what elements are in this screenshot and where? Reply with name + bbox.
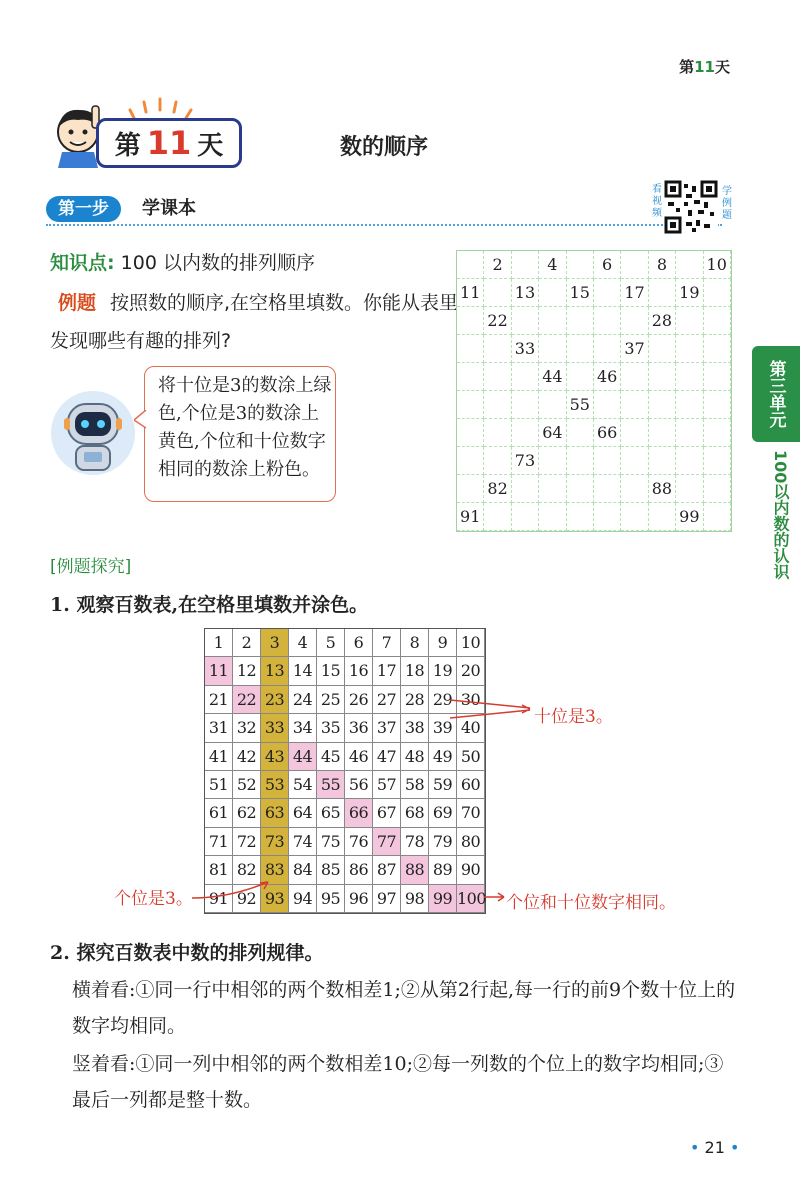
- hundred-chart-cell: 17: [373, 657, 401, 685]
- small-grid-cell: 13: [512, 279, 539, 307]
- partial-hundred-chart: [456, 250, 732, 532]
- step-pill: 第一步: [46, 196, 121, 222]
- hundred-chart-cell: 73: [261, 828, 289, 856]
- hundred-chart-cell: 10: [457, 629, 485, 657]
- step-divider: [46, 224, 722, 226]
- small-grid-cell[interactable]: [704, 363, 731, 391]
- hundred-chart-cell: 87: [373, 856, 401, 884]
- small-grid-cell[interactable]: [594, 335, 621, 363]
- small-grid-cell: 10: [704, 251, 731, 279]
- day-prefix: 第: [679, 58, 695, 76]
- hundred-chart-cell: 56: [345, 771, 373, 799]
- small-grid-cell[interactable]: [484, 363, 511, 391]
- small-grid-cell[interactable]: [512, 503, 539, 531]
- hundred-chart-cell: 64: [289, 799, 317, 827]
- hundred-chart-cell: 2: [233, 629, 261, 657]
- example-question: [50, 284, 460, 360]
- knowledge-point: [50, 248, 315, 275]
- hundred-chart-cell: 89: [429, 856, 457, 884]
- small-grid-cell[interactable]: [621, 503, 648, 531]
- hundred-chart-cell: 63: [261, 799, 289, 827]
- hundred-chart-cell: 61: [205, 799, 233, 827]
- hundred-chart-cell: 51: [205, 771, 233, 799]
- hundred-chart-cell: 11: [205, 657, 233, 685]
- small-grid-cell[interactable]: [484, 447, 511, 475]
- hundred-chart-cell: 4: [289, 629, 317, 657]
- small-grid-cell[interactable]: [567, 335, 594, 363]
- hundred-chart-cell: 84: [289, 856, 317, 884]
- small-grid-cell[interactable]: [512, 363, 539, 391]
- small-grid-cell[interactable]: [649, 391, 676, 419]
- small-grid-cell[interactable]: [457, 335, 484, 363]
- small-grid-cell[interactable]: [457, 475, 484, 503]
- hundred-chart: [204, 628, 486, 914]
- hundred-chart-cell: 58: [401, 771, 429, 799]
- small-grid-cell[interactable]: [676, 447, 703, 475]
- hundred-chart-cell: 68: [401, 799, 429, 827]
- robot-mascot-icon: [48, 388, 138, 478]
- hundred-chart-cell: 12: [233, 657, 261, 685]
- hundred-chart-cell: 45: [317, 743, 345, 771]
- small-grid-cell[interactable]: [594, 503, 621, 531]
- hundred-chart-cell: 83: [261, 856, 289, 884]
- hundred-chart-cell: 38: [401, 714, 429, 742]
- small-grid-cell[interactable]: [649, 335, 676, 363]
- small-grid-cell[interactable]: [676, 391, 703, 419]
- hundred-chart-cell: 72: [233, 828, 261, 856]
- small-grid-cell[interactable]: [484, 335, 511, 363]
- small-grid-cell[interactable]: [512, 475, 539, 503]
- page-number-value: 21: [704, 1138, 725, 1157]
- question-1: 1. 观察百数表,在空格里填数并涂色。: [50, 594, 369, 616]
- day-indicator: [679, 56, 730, 77]
- small-grid-cell[interactable]: [676, 335, 703, 363]
- small-grid-cell[interactable]: [594, 391, 621, 419]
- hundred-chart-cell: 33: [261, 714, 289, 742]
- hundred-chart-cell: 96: [345, 885, 373, 913]
- small-grid-cell[interactable]: [484, 503, 511, 531]
- hundred-chart-cell: 41: [205, 743, 233, 771]
- small-grid-cell[interactable]: [621, 419, 648, 447]
- hundred-chart-cell: 53: [261, 771, 289, 799]
- hundred-chart-cell: 3: [261, 629, 289, 657]
- small-grid-cell[interactable]: [704, 307, 731, 335]
- hundred-chart-cell: 66: [345, 799, 373, 827]
- small-grid-cell[interactable]: [539, 279, 566, 307]
- hundred-chart-cell: 81: [205, 856, 233, 884]
- hundred-chart-cell: 23: [261, 686, 289, 714]
- hundred-chart-cell: 75: [317, 828, 345, 856]
- hundred-chart-cell: 50: [457, 743, 485, 771]
- unit-side-tab: [752, 346, 800, 596]
- small-grid-cell: 8: [649, 251, 676, 279]
- small-grid-cell[interactable]: [594, 307, 621, 335]
- question-2: 2. 探究百数表中数的排列规律。: [50, 942, 324, 964]
- hundred-chart-cell: 47: [373, 743, 401, 771]
- hundred-chart-cell: 95: [317, 885, 345, 913]
- hundred-chart-cell: 90: [457, 856, 485, 884]
- hundred-chart-cell: 57: [373, 771, 401, 799]
- small-grid-cell: 33: [512, 335, 539, 363]
- small-grid-cell[interactable]: [621, 475, 648, 503]
- hundred-chart-cell: 52: [233, 771, 261, 799]
- small-grid-cell[interactable]: [676, 475, 703, 503]
- hundred-chart-cell: 20: [457, 657, 485, 685]
- small-grid-cell[interactable]: [621, 391, 648, 419]
- badge-prefix: 第: [114, 130, 141, 161]
- hundred-chart-cell: 29: [429, 686, 457, 714]
- hundred-chart-cell: 1: [205, 629, 233, 657]
- hundred-chart-cell: 85: [317, 856, 345, 884]
- small-grid-cell: 88: [649, 475, 676, 503]
- knowledge-text: 100 以内数的排列顺序: [120, 252, 315, 274]
- hundred-chart-cell: 59: [429, 771, 457, 799]
- hundred-chart-cell: 24: [289, 686, 317, 714]
- hundred-chart-cell: 22: [233, 686, 261, 714]
- small-grid-cell[interactable]: [539, 391, 566, 419]
- small-grid-cell[interactable]: [649, 503, 676, 531]
- hundred-chart-cell: 21: [205, 686, 233, 714]
- unit-label: 第三单元: [752, 346, 800, 442]
- tens-arrow: [450, 696, 540, 722]
- hundred-chart-cell: 65: [317, 799, 345, 827]
- small-grid-cell: 37: [621, 335, 648, 363]
- hundred-chart-cell: 5: [317, 629, 345, 657]
- hundred-chart-cell: 99: [429, 885, 457, 913]
- hundred-chart-cell: 26: [345, 686, 373, 714]
- lesson-day-badge: [96, 118, 242, 168]
- hundred-chart-cell: 15: [317, 657, 345, 685]
- small-grid-cell: 19: [676, 279, 703, 307]
- small-grid-cell[interactable]: [457, 251, 484, 279]
- small-grid-cell[interactable]: [594, 279, 621, 307]
- annotation-same-digits: 个位和十位数字相同。: [506, 893, 676, 913]
- small-grid-cell[interactable]: [567, 447, 594, 475]
- hundred-chart-cell: 46: [345, 743, 373, 771]
- lesson-banner: [48, 118, 236, 164]
- small-grid-cell: 4: [539, 251, 566, 279]
- small-grid-cell[interactable]: [457, 447, 484, 475]
- small-grid-cell[interactable]: [457, 419, 484, 447]
- hundred-chart-cell: 36: [345, 714, 373, 742]
- example-text: 按照数的顺序,在空格里填数。你能从表里发现哪些有趣的排列?: [50, 292, 459, 352]
- hundred-chart-cell: 28: [401, 686, 429, 714]
- small-grid-cell: 11: [457, 279, 484, 307]
- hundred-chart-cell: 48: [401, 743, 429, 771]
- small-grid-cell: 46: [594, 363, 621, 391]
- small-grid-cell[interactable]: [512, 307, 539, 335]
- small-grid-cell[interactable]: [567, 503, 594, 531]
- hundred-chart-cell: 76: [345, 828, 373, 856]
- rule-vertical: 竖着看:①同一列中相邻的两个数相差10;②每一列数的个位上的数字均相同;③最后一列都是整十数。: [72, 1053, 724, 1111]
- hundred-chart-cell: 18: [401, 657, 429, 685]
- qr-right-caption: 学例题: [722, 186, 732, 221]
- badge-suffix: 天: [197, 130, 224, 161]
- small-grid-cell[interactable]: [704, 279, 731, 307]
- page-number: • 21 •: [690, 1138, 740, 1157]
- hundred-chart-cell: 62: [233, 799, 261, 827]
- small-grid-cell: 91: [457, 503, 484, 531]
- hundred-chart-cell: 74: [289, 828, 317, 856]
- small-grid-cell[interactable]: [567, 307, 594, 335]
- hundred-chart-cell: 34: [289, 714, 317, 742]
- small-grid-cell: 99: [676, 503, 703, 531]
- small-grid-cell[interactable]: [484, 391, 511, 419]
- qr-left-caption: 看视频: [652, 184, 662, 219]
- small-grid-cell[interactable]: [676, 419, 703, 447]
- small-grid-cell[interactable]: [704, 335, 731, 363]
- hundred-chart-cell: 31: [205, 714, 233, 742]
- hundred-chart-cell: 60: [457, 771, 485, 799]
- step-label: 学课本: [142, 198, 196, 219]
- small-grid-cell[interactable]: [676, 251, 703, 279]
- example-tag: 例题: [58, 292, 97, 314]
- unit-topic: 100以内数的认识: [771, 450, 790, 580]
- small-grid-cell[interactable]: [621, 447, 648, 475]
- small-grid-cell[interactable]: [539, 335, 566, 363]
- hundred-chart-cell: 100: [457, 885, 485, 913]
- small-grid-cell[interactable]: [539, 475, 566, 503]
- small-grid-cell[interactable]: [704, 503, 731, 531]
- hundred-chart-cell: 42: [233, 743, 261, 771]
- hundred-chart-cell: 86: [345, 856, 373, 884]
- hundred-chart-cell: 16: [345, 657, 373, 685]
- hundred-chart-cell: 93: [261, 885, 289, 913]
- hundred-chart-cell: 19: [429, 657, 457, 685]
- small-grid-cell[interactable]: [594, 475, 621, 503]
- hundred-chart-cell: 27: [373, 686, 401, 714]
- hundred-chart-cell: 7: [373, 629, 401, 657]
- knowledge-label: 知识点:: [50, 252, 115, 274]
- hundred-chart-cell: 30: [457, 686, 485, 714]
- annotation-tens-3: 十位是3。: [534, 707, 613, 727]
- qr-code-icon[interactable]: [664, 180, 718, 234]
- hundred-chart-cell: 13: [261, 657, 289, 685]
- hundred-chart-cell: 78: [401, 828, 429, 856]
- hundred-chart-cell: 54: [289, 771, 317, 799]
- ones-arrow: [190, 878, 274, 902]
- small-grid-cell[interactable]: [512, 391, 539, 419]
- hundred-chart-cell: 92: [233, 885, 261, 913]
- small-grid-cell[interactable]: [539, 307, 566, 335]
- hundred-chart-cell: 44: [289, 743, 317, 771]
- small-grid-cell[interactable]: [704, 475, 731, 503]
- hundred-chart-cell: 55: [317, 771, 345, 799]
- hundred-chart-cell: 88: [401, 856, 429, 884]
- small-grid-cell[interactable]: [484, 279, 511, 307]
- small-grid-cell[interactable]: [676, 307, 703, 335]
- small-grid-cell[interactable]: [704, 447, 731, 475]
- small-grid-cell[interactable]: [649, 363, 676, 391]
- small-grid-cell[interactable]: [567, 419, 594, 447]
- hundred-chart-cell: 94: [289, 885, 317, 913]
- small-grid-cell[interactable]: [567, 363, 594, 391]
- hundred-chart-cell: 39: [429, 714, 457, 742]
- lesson-title: 数的顺序: [340, 135, 429, 160]
- explore-heading: [例题探究]: [50, 557, 132, 577]
- small-grid-cell: 55: [567, 391, 594, 419]
- hundred-chart-cell: 67: [373, 799, 401, 827]
- hundred-chart-cell: 77: [373, 828, 401, 856]
- hundred-chart-cell: 97: [373, 885, 401, 913]
- small-grid-cell[interactable]: [649, 279, 676, 307]
- small-grid-cell[interactable]: [649, 447, 676, 475]
- hundred-chart-cell: 70: [457, 799, 485, 827]
- hundred-chart-cell: 32: [233, 714, 261, 742]
- hundred-chart-cell: 6: [345, 629, 373, 657]
- hundred-chart-cell: 25: [317, 686, 345, 714]
- small-grid-cell: 22: [484, 307, 511, 335]
- small-grid-cell: 64: [539, 419, 566, 447]
- small-grid-cell: 28: [649, 307, 676, 335]
- small-grid-cell[interactable]: [594, 447, 621, 475]
- small-grid-cell[interactable]: [539, 503, 566, 531]
- small-grid-cell[interactable]: [457, 307, 484, 335]
- small-grid-cell: 66: [594, 419, 621, 447]
- small-grid-cell: 2: [484, 251, 511, 279]
- bubble-tail: [134, 410, 148, 430]
- small-grid-cell: 15: [567, 279, 594, 307]
- small-grid-cell[interactable]: [704, 419, 731, 447]
- small-grid-cell[interactable]: [539, 447, 566, 475]
- hundred-chart-cell: 14: [289, 657, 317, 685]
- small-grid-cell: 17: [621, 279, 648, 307]
- small-grid-cell[interactable]: [649, 419, 676, 447]
- small-grid-cell[interactable]: [621, 307, 648, 335]
- small-grid-cell[interactable]: [457, 391, 484, 419]
- small-grid-cell[interactable]: [567, 475, 594, 503]
- hundred-chart-cell: 9: [429, 629, 457, 657]
- day-suffix: 天: [714, 58, 730, 76]
- small-grid-cell: 73: [512, 447, 539, 475]
- same-arrow: [484, 890, 508, 904]
- hundred-chart-cell: 69: [429, 799, 457, 827]
- small-grid-cell: 82: [484, 475, 511, 503]
- hundred-chart-cell: 98: [401, 885, 429, 913]
- small-grid-cell[interactable]: [457, 363, 484, 391]
- annotation-ones-3: 个位是3。: [114, 889, 193, 909]
- hundred-chart-cell: 35: [317, 714, 345, 742]
- badge-day-number: 11: [146, 124, 192, 162]
- small-grid-cell: 44: [539, 363, 566, 391]
- small-grid-cell[interactable]: [704, 391, 731, 419]
- small-grid-cell[interactable]: [484, 419, 511, 447]
- small-grid-cell[interactable]: [621, 363, 648, 391]
- small-grid-cell[interactable]: [621, 251, 648, 279]
- hundred-chart-cell: 82: [233, 856, 261, 884]
- robot-instruction: 将十位是3的数涂上绿色,个位是3的数涂上黄色,个位和十位数字相同的数涂上粉色。: [158, 375, 332, 480]
- rule-horizontal: 横着看:①同一行中相邻的两个数相差1;②从第2行起,每一行的前9个数十位上的数字均相同。: [72, 979, 736, 1037]
- small-grid-cell[interactable]: [567, 251, 594, 279]
- small-grid-cell[interactable]: [676, 363, 703, 391]
- hundred-chart-cell: 91: [205, 885, 233, 913]
- hundred-chart-cell: 37: [373, 714, 401, 742]
- hundred-chart-cell: 71: [205, 828, 233, 856]
- hundred-chart-cell: 40: [457, 714, 485, 742]
- hundred-chart-cell: 80: [457, 828, 485, 856]
- small-grid-cell[interactable]: [512, 419, 539, 447]
- hundred-chart-cell: 79: [429, 828, 457, 856]
- hundred-chart-cell: 8: [401, 629, 429, 657]
- day-number: 11: [694, 58, 715, 76]
- small-grid-cell: 6: [594, 251, 621, 279]
- hundred-chart-cell: 49: [429, 743, 457, 771]
- small-grid-cell[interactable]: [512, 251, 539, 279]
- hundred-chart-cell: 43: [261, 743, 289, 771]
- step-header: [46, 196, 722, 222]
